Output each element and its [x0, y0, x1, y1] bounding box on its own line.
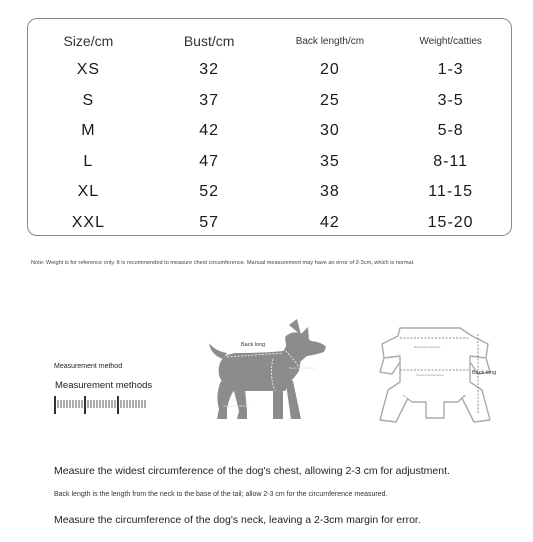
shirt-neck-label: Neck circumference — [414, 345, 441, 349]
cell-size: XXL — [71, 213, 105, 231]
table-row — [28, 177, 511, 208]
table-row — [28, 147, 511, 178]
cell-bust: 42 — [199, 122, 220, 140]
cell-back-length: 38 — [319, 183, 340, 201]
shirt-back-label: Back long — [472, 370, 497, 376]
cell-bust: 57 — [199, 213, 220, 231]
shirt-chest-label: Chest circumference — [416, 373, 444, 377]
instruction-chest: Measure the widest circumference of the dog's chest, allowing 2-3 cm for adjustment. — [54, 465, 450, 477]
table-header-row — [28, 27, 511, 55]
cell-size: XL — [77, 183, 100, 201]
size-chart-table — [27, 18, 512, 236]
cell-weight: 11-15 — [428, 183, 473, 201]
table-row — [28, 116, 511, 147]
measurement-methods-title: Measurement methods — [55, 380, 153, 391]
dog-chest-label: chest circumference — [223, 404, 250, 408]
measurement-note: Note: Weight is for reference only. It is recommended to measure chest circumference. Manual measurement may have an error of 2-3cm, which is normal. — [31, 260, 415, 266]
header-weight: Weight/catties — [419, 35, 482, 47]
tape-measure-icon — [53, 394, 148, 416]
dog-neck-label: Neck circumference — [289, 366, 316, 370]
cell-back-length: 35 — [319, 152, 340, 170]
cell-bust: 52 — [199, 183, 220, 201]
cell-weight: 3-5 — [437, 91, 464, 109]
cell-back-length: 42 — [319, 213, 340, 231]
cell-weight: 5-8 — [437, 122, 464, 140]
table-row — [28, 208, 511, 239]
cell-bust: 32 — [199, 61, 220, 79]
instruction-neck: Measure the circumference of the dog's neck, leaving a 2-3cm margin for error. — [54, 514, 421, 526]
cell-size: S — [82, 91, 95, 109]
cell-back-length: 20 — [319, 61, 340, 79]
dog-shirt-outline-icon — [370, 322, 500, 432]
cell-back-length: 25 — [319, 91, 340, 109]
instruction-back-length: Back length is the length from the neck to the base of the tail; allow 2-3 cm for the circumference measured. — [54, 491, 388, 498]
header-back-length: Back length/cm — [295, 35, 365, 47]
cell-size: L — [83, 152, 94, 170]
table-row — [28, 55, 511, 86]
dog-silhouette-icon — [205, 315, 335, 435]
cell-bust: 47 — [199, 152, 220, 170]
dog-back-label: Back long — [241, 342, 266, 348]
cell-weight: 8-11 — [433, 152, 469, 170]
header-size: Size/cm — [63, 33, 114, 49]
cell-back-length: 30 — [319, 122, 340, 140]
header-bust: Bust/cm — [183, 33, 235, 49]
cell-size: XS — [76, 61, 101, 79]
cell-weight: 1-3 — [437, 61, 464, 79]
table-row — [28, 86, 511, 117]
cell-bust: 37 — [199, 91, 220, 109]
measurement-method-label: Measurement method — [54, 363, 123, 370]
cell-size: M — [81, 122, 96, 140]
cell-weight: 15-20 — [427, 213, 474, 231]
